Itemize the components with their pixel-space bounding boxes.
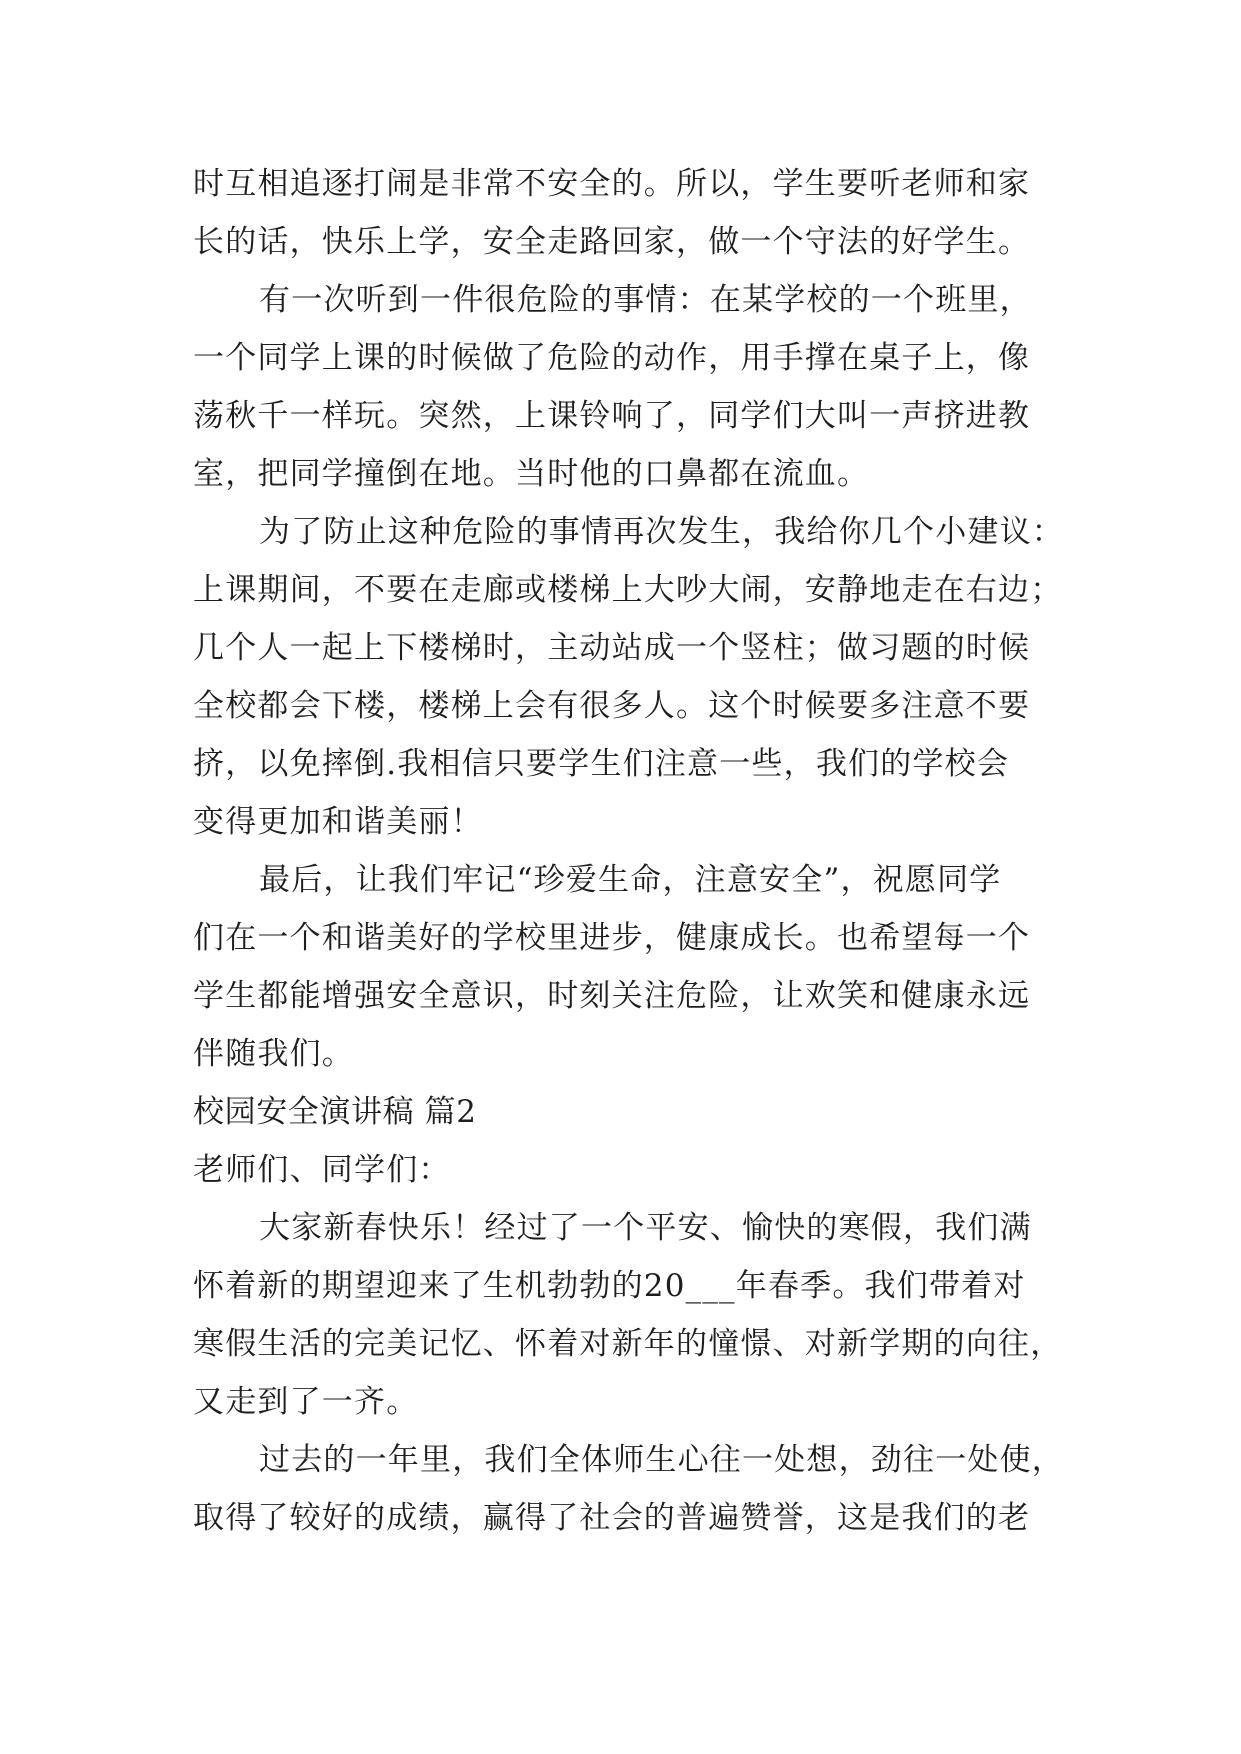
text-line: 又走到了一齐。 [193, 1384, 419, 1420]
text-line: 寒假生活的完美记忆、怀着对新年的憧憬、对新学期的向往， [193, 1326, 1063, 1362]
text-line: 时互相追逐打闹是非常不安全的。所以，学生要听老师和家 [193, 166, 1031, 202]
text-line: 伴随我们。 [193, 1036, 354, 1072]
text-line: 全校都会下楼，楼梯上会有很多人。这个时候要多注意不要 [193, 688, 1031, 724]
text-line: 有一次听到一件很危险的事情：在某学校的一个班里， [259, 282, 1032, 318]
text-line: 挤，以免摔倒.我相信只要学生们注意一些，我们的学校会 [193, 746, 1010, 782]
text-line: 怀着新的期望迎来了生机勃勃的20___年春季。我们带着对 [193, 1268, 1026, 1304]
text-line: 一个同学上课的时候做了危险的动作，用手撑在桌子上，像 [193, 340, 1031, 376]
document-body [193, 155, 1063, 1547]
section-heading: 校园安全演讲稿 篇2 [193, 1094, 477, 1130]
text-line: 们在一个和谐美好的学校里进步，健康成长。也希望每一个 [193, 920, 1031, 956]
text-line: 长的话，快乐上学，安全走路回家，做一个守法的好学生。 [193, 224, 1031, 260]
text-line: 大家新春快乐！经过了一个平安、愉快的寒假，我们满 [259, 1210, 1032, 1246]
text-line: 学生都能增强安全意识，时刻关注危险，让欢笑和健康永远 [193, 978, 1031, 1014]
text-line: 过去的一年里，我们全体师生心往一处想，劲往一处使， [259, 1442, 1064, 1478]
text-line: 最后，让我们牢记“珍爱生命，注意安全”，祝愿同学 [259, 862, 1002, 898]
text-line: 为了防止这种危险的事情再次发生，我给你几个小建议： [259, 514, 1064, 550]
text-line: 荡秋千一样玩。突然，上课铃响了，同学们大叫一声挤进教 [193, 398, 1031, 434]
text-line: 变得更加和谐美丽！ [193, 804, 483, 840]
text-line: 取得了较好的成绩，赢得了社会的普遍赞誉，这是我们的老 [193, 1500, 1031, 1536]
text-line: 上课期间，不要在走廊或楼梯上大吵大闹，安静地走在右边； [193, 572, 1063, 608]
text-line: 室，把同学撞倒在地。当时他的口鼻都在流血。 [193, 456, 870, 492]
text-line: 老师们、同学们： [193, 1152, 451, 1188]
text-line: 几个人一起上下楼梯时，主动站成一个竖柱；做习题的时候 [193, 630, 1031, 666]
